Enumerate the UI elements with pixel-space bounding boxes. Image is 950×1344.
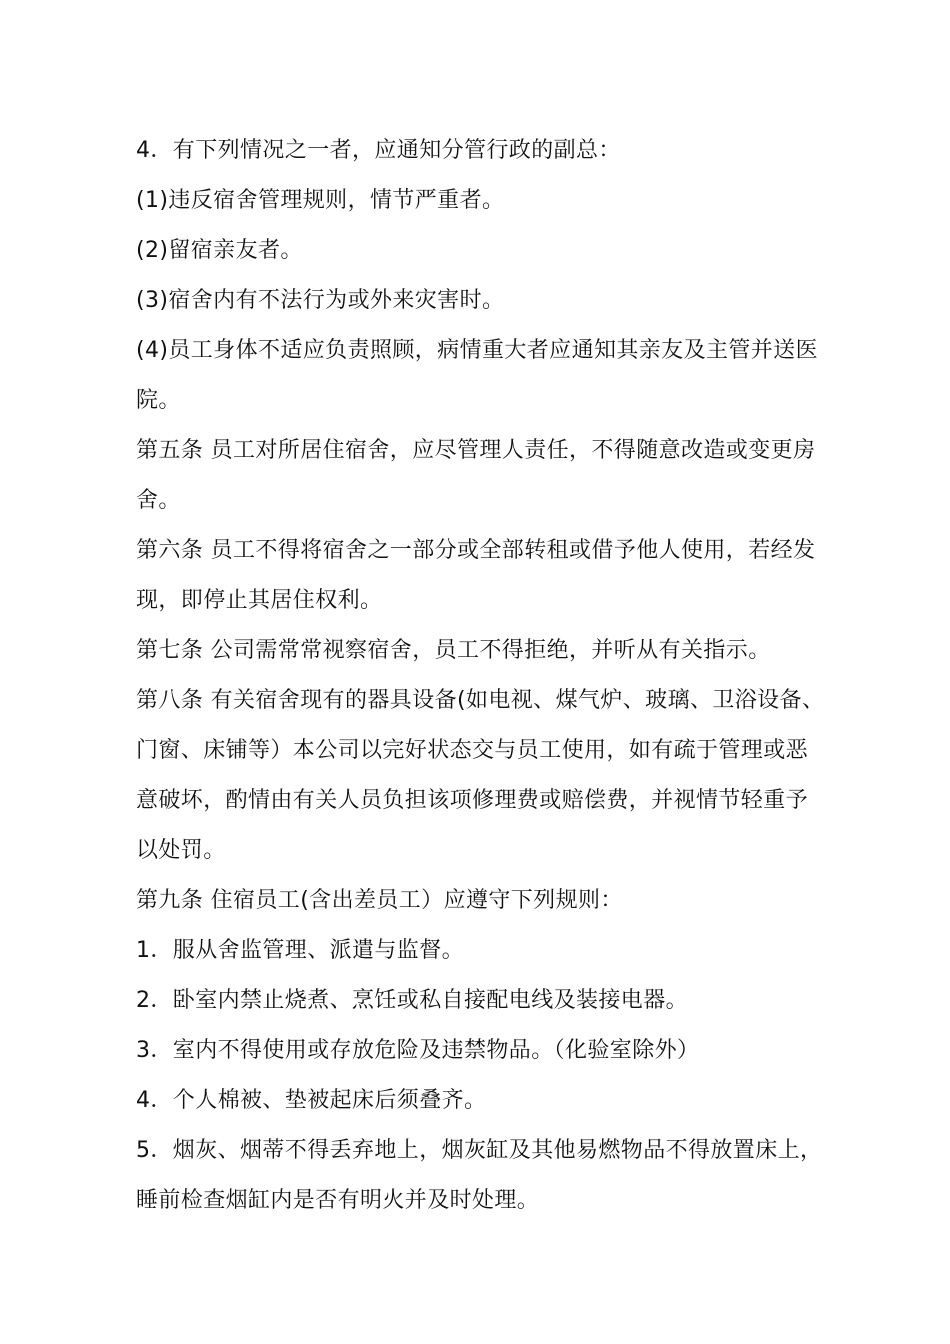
- text-line: 以处罚。: [136, 838, 226, 863]
- text-line: 第七条 公司需常常视察宿舍，员工不得拒绝，并听从有关指示。: [136, 638, 771, 663]
- text-line: 院。: [136, 388, 181, 413]
- text-line: 第九条 住宿员工(含出差员工）应遵守下列规则：: [136, 888, 623, 913]
- text-line: 意破坏，酌情由有关人员负担该项修理费或赔偿费，并视情节轻重予: [136, 788, 809, 813]
- text-line: 1．服从舍监管理、派遣与监督。: [136, 938, 464, 963]
- text-line: (4)员工身体不适应负责照顾，病情重大者应通知其亲友及主管并送医: [136, 338, 818, 363]
- text-line: (1)违反宿舍管理规则，情节严重者。: [136, 188, 505, 213]
- text-line: 3．室内不得使用或存放危险及违禁物品。（化验室除外）: [136, 1038, 700, 1063]
- text-line: 睡前检查烟缸内是否有明火并及时处理。: [136, 1188, 540, 1213]
- text-line: 舍。: [136, 488, 181, 513]
- text-line: 门窗、床铺等）本公司以完好状态交与员工使用，如有疏于管理或恶: [136, 738, 809, 763]
- text-line: 5．烟灰、烟蒂不得丢弃地上，烟灰缸及其他易燃物品不得放置床上，: [136, 1138, 823, 1163]
- text-line: (3)宿舍内有不法行为或外来灾害时。: [136, 288, 505, 313]
- text-line: 第五条 员工对所居住宿舍，应尽管理人责任，不得随意改造或变更房: [136, 438, 816, 463]
- text-line: 4．有下列情况之一者，应通知分管行政的副总：: [136, 138, 621, 163]
- text-line: 第六条 员工不得将宿舍之一部分或全部转租或借予他人使用，若经发: [136, 538, 816, 563]
- text-line: 现，即停止其居住权利。: [136, 588, 383, 613]
- text-line: 2．卧室内禁止烧煮、烹饪或私自接配电线及装接电器。: [136, 988, 688, 1013]
- text-line: 4．个人棉被、垫被起床后须叠齐。: [136, 1088, 487, 1113]
- text-line: (2)留宿亲友者。: [136, 238, 303, 263]
- text-line: 第八条 有关宿舍现有的器具设备(如电视、煤气炉、玻璃、卫浴设备、: [136, 688, 825, 713]
- document-body: [136, 126, 836, 1226]
